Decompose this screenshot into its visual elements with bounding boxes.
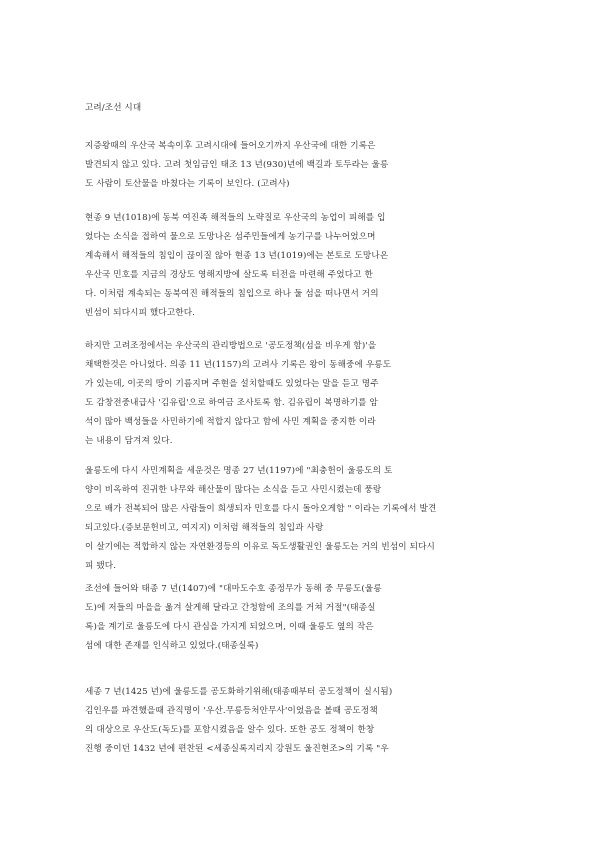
paragraph-goryeo-early [85,137,525,194]
text-line: 도)에 저들의 마을을 옮겨 살게해 달라고 간청함에 조의를 거쳐 거절"(태종실 [85,603,376,613]
text-line: 는 내용이 담겨져 있다. [85,436,173,446]
paragraph-hyeonjong [85,209,525,323]
section-heading: 고려/조선 시대 [85,103,142,113]
text-line: 석이 많아 백성들을 사민하기에 적합지 않다고 함에 사민 계획을 중지한 이라 [85,417,376,427]
text-line: 가 있는데, 이곳의 땅이 기름지며 주현을 설치할때도 있었다는 말을 듣고 명주 [85,379,379,389]
text-line: 섬에 대한 존재를 인식하고 있었다.(태종실록) [85,641,259,651]
text-line: 되고있다.(증보문헌비고, 여지지) 이처럼 해적들의 침입과 사랑 [85,523,324,533]
text-line: 양이 비옥하여 진귀한 나무와 해산물이 많다는 소식을 듣고 사민시켰는데 풍랑 [85,485,382,495]
paragraph-uijong [85,337,525,451]
text-line: 다. 이처럼 계속되는 동북여진 해적들의 침입으로 하나 둘 섬을 떠나면서 거의 [85,289,379,299]
text-line: 하지만 고려조정에서는 우산국의 관리방법으로 '공도정책(섬을 비우게 함)'을 [85,341,377,351]
text-line: 우산국 민호를 지금의 경상도 영해지방에 살도록 터전을 마련해 주었다고 한 [85,270,373,280]
text-line: 발견되지 않고 있다. 고려 첫임금인 태조 13 년(930)년에 백길과 토두라는 울릉 [85,160,389,170]
text-line: 지증왕때의 우산국 복속이후 고려시대에 들어오기까지 우산국에 대한 기록은 [85,141,376,151]
text-line: 의 대상으로 우산도(독도)를 포함시켰음을 알수 있다. 또한 공도 정책이 한창 [85,725,375,735]
text-line: 빈섬이 되다시피 했다고한다. [85,308,196,318]
text-line: 조선에 들어와 태종 7 년(1407)에 "대마도수호 종정무가 동해 중 무릉도(울릉 [85,584,382,594]
text-line: 록)을 계기로 울릉도에 다시 관심을 가지게 되었으며, 이때 울릉도 옆의 작은 [85,622,374,632]
text-line: 세종 7 년(1425 년)에 울릉도를 공도화하기위해(태종때부터 공도정책이 실시됨) [85,687,393,697]
text-line: 김인우를 파견했을때 관직명이 '우산.무릉등처안무사'이었음을 볼때 공도정책 [85,706,378,716]
paragraph-taejong [85,580,525,656]
text-line: 채택한것은 아니었다. 의종 11 년(1157)의 고려사 기록은 왕이 동해중에 우릉도 [85,360,392,370]
paragraph-myeongjong [85,462,525,576]
text-line: 도 감창전중내급사 '김유립'으로 하여금 조사토록 함. 김유립이 복명하기를 암 [85,398,378,408]
text-line: 울릉도에 다시 사민계획을 세운것은 명종 27 년(1197)에 "최충헌이 울릉도의 토 [85,466,393,476]
text-line: 었다는 소식을 접하여 물으로 도망나온 섬주민들에게 농기구를 나누어었으며 [85,232,376,242]
text-line: 이 살기에는 적합하지 않는 자연환경등의 이유로 독도생활권인 울릉도는 거의 빈섬이 되다시 [85,542,435,552]
text-line: 현종 9 년(1018)에 동북 여진족 해적들의 노략질로 우산국의 농업이 피해를 입 [85,213,386,223]
text-line: 으로 배가 전복되어 많은 사람들이 희생되자 민호를 다시 돌아오게함 " 이라는 기록에서 발견 [85,504,437,514]
text-line: 도 사람이 토산물을 바쳤다는 기록이 보인다. (고려사) [85,179,290,189]
paragraph-sejong [85,683,525,759]
text-line: 피 됐다. [85,561,117,571]
text-line: 계속해서 해적들의 침입이 끊이질 않아 현종 13 년(1019)에는 본토로 도망나온 [85,251,389,261]
text-line: 진행 중이던 1432 년에 편찬된 <세종실록지리지 강원도 울진현조>의 기록 "우 [85,744,389,754]
